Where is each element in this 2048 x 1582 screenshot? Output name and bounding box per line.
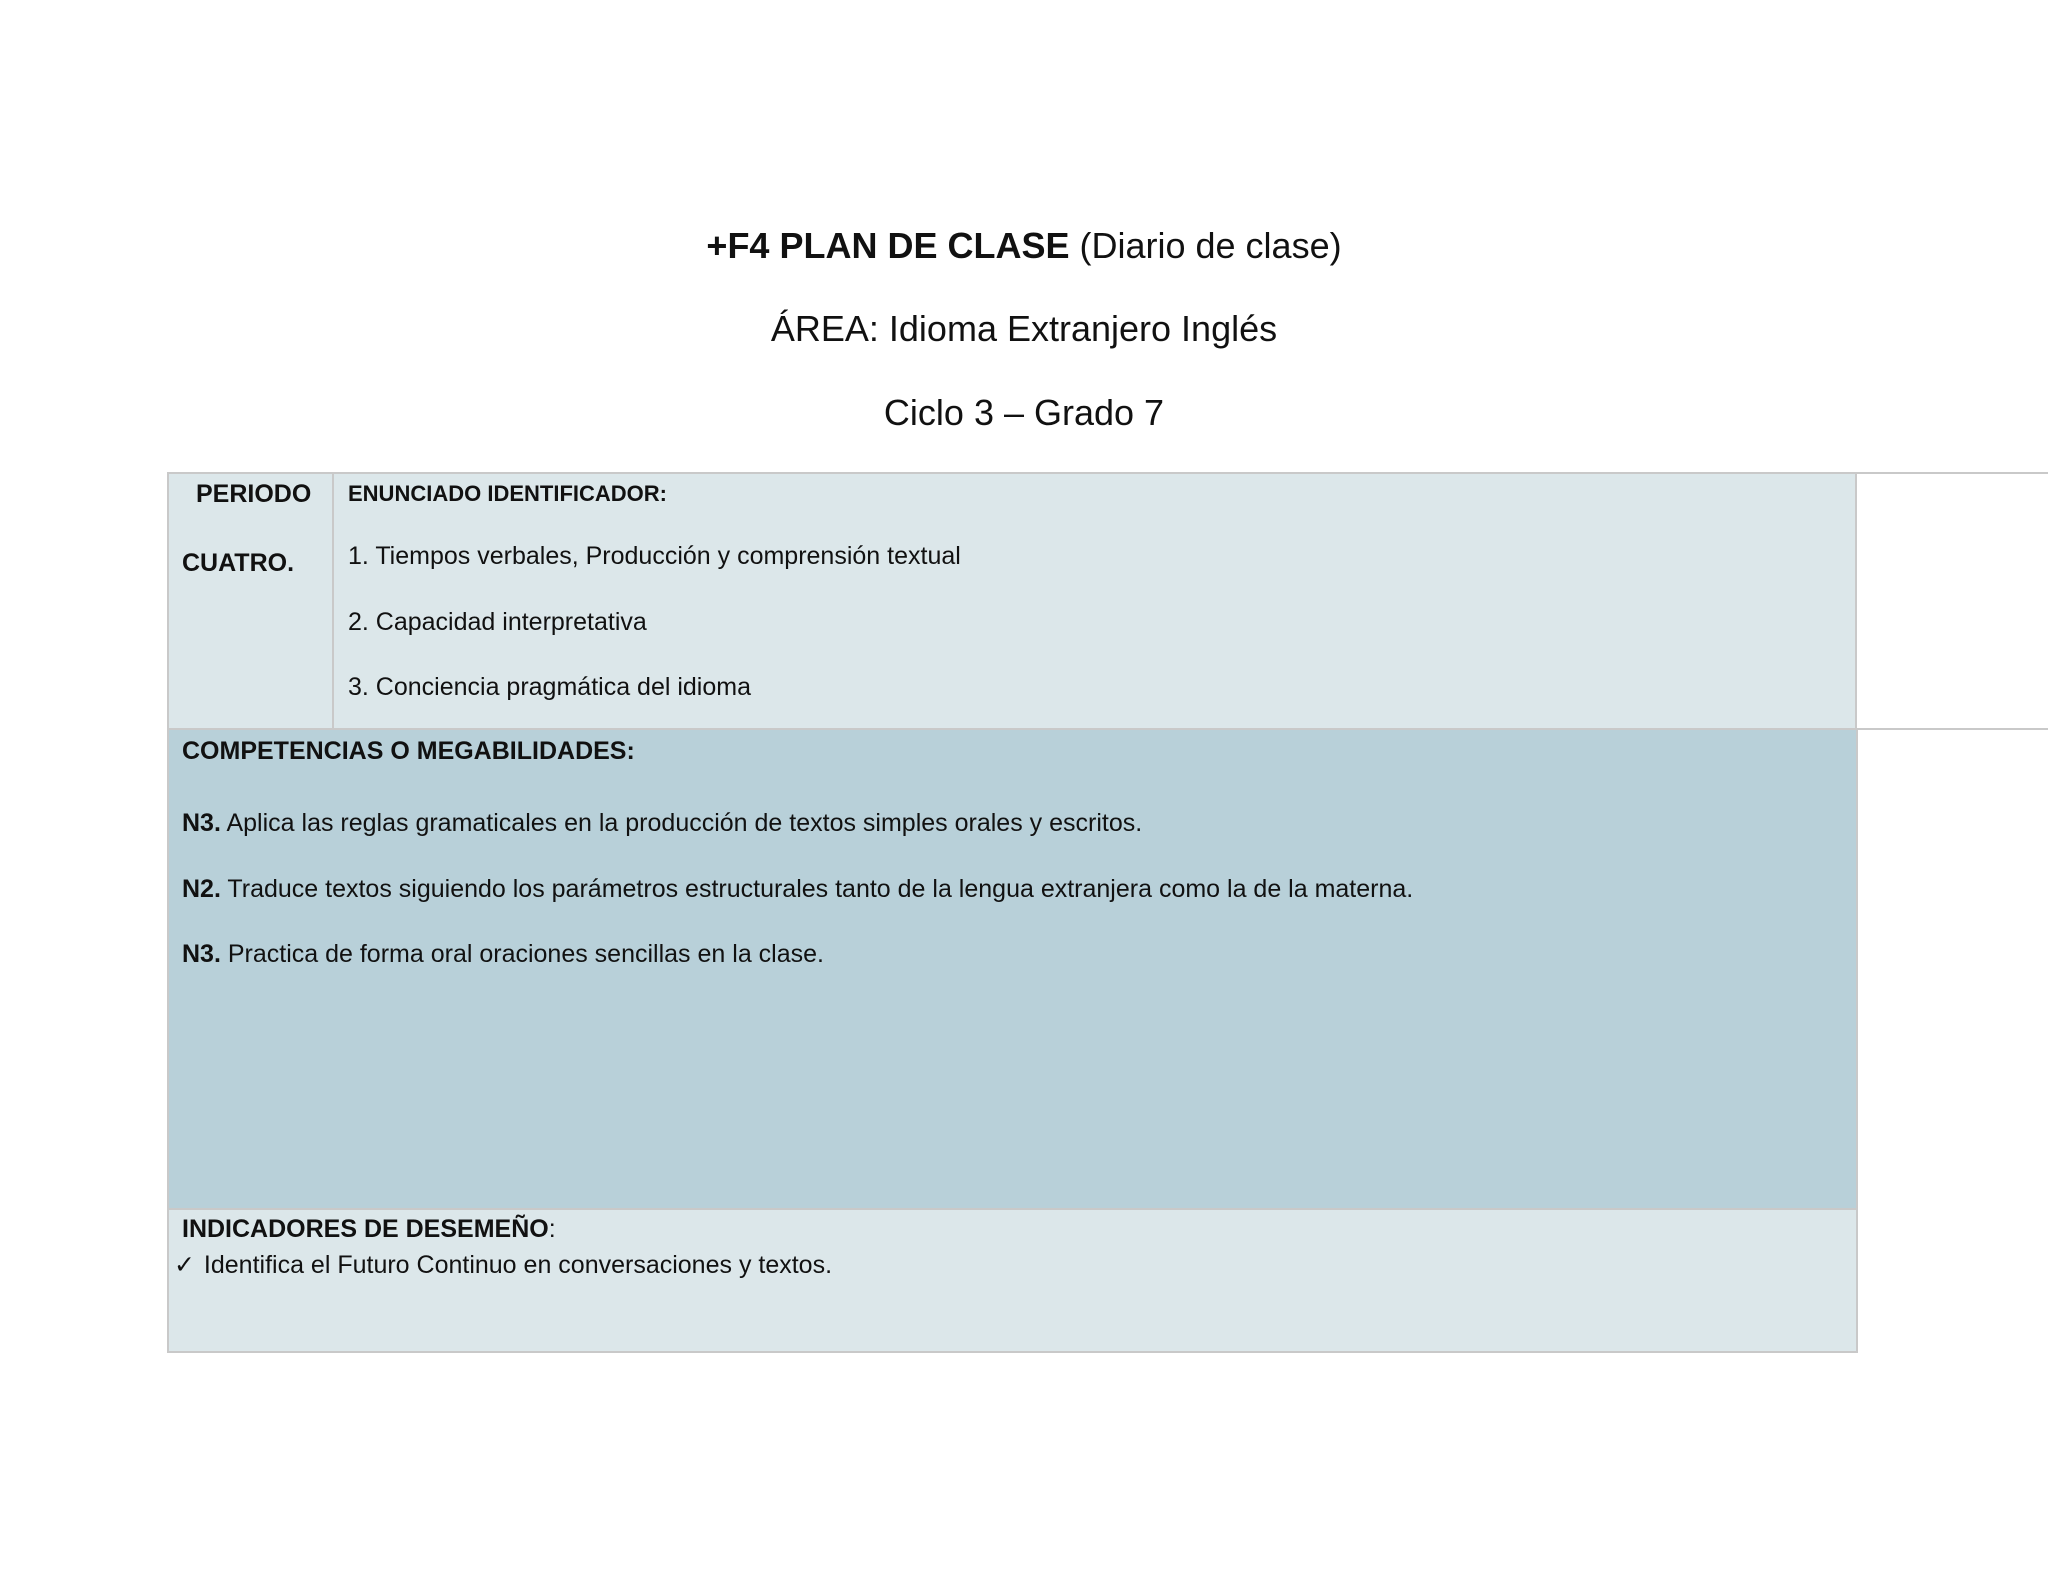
- enunciado-item: 1. Tiempos verbales, Producción y comprensión textual: [348, 542, 961, 570]
- indicadores-heading-text: INDICADORES DE DESEMEÑO: [182, 1215, 549, 1243]
- enunciado-item: 3. Conciencia pragmática del idioma: [348, 673, 751, 701]
- periodo-cell: [169, 474, 334, 728]
- competencia-code: N3.: [182, 809, 221, 837]
- indicador-text: Identifica el Futuro Continuo en conversaciones y textos.: [203, 1251, 833, 1279]
- enunciado-item: 2. Capacidad interpretativa: [348, 608, 647, 636]
- periodo-value: CUATRO.: [182, 549, 295, 577]
- area-line: ÁREA: Idioma Extranjero Inglés: [770, 308, 1278, 349]
- enunciado-row: [167, 472, 1857, 730]
- enunciado-heading: ENUNCIADO IDENTIFICADOR:: [348, 481, 667, 506]
- indicadores-heading: [182, 1214, 556, 1244]
- title-rest: (Diario de clase): [1069, 225, 1342, 266]
- competencia-code: N3.: [182, 940, 221, 968]
- competencias-row: [167, 728, 1858, 1210]
- competencia-item: [182, 939, 824, 969]
- indicadores-heading-suffix: :: [548, 1215, 556, 1243]
- title-bold: +F4 PLAN DE CLASE: [706, 225, 1070, 266]
- checkmark-icon: ✓: [174, 1251, 195, 1279]
- ciclo-line: Ciclo 3 – Grado 7: [883, 392, 1165, 433]
- table-extension: [1855, 472, 2048, 730]
- competencias-heading: COMPETENCIAS O MEGABILIDADES:: [182, 737, 635, 765]
- competencia-item: [182, 874, 1413, 904]
- indicador-item: [174, 1250, 832, 1280]
- competencia-code: N2.: [182, 875, 221, 903]
- competencia-item: [182, 808, 1142, 838]
- indicadores-row: [167, 1208, 1858, 1353]
- periodo-label: PERIODO: [196, 480, 312, 508]
- document-title: [0, 224, 2048, 268]
- competencia-text: Practica de forma oral oraciones sencillas en la clase.: [220, 940, 824, 968]
- competencia-text: Traduce textos siguiendo los parámetros estructurales tanto de la lengua extranjera como la de la materna.: [220, 875, 1414, 903]
- competencia-text: Aplica las reglas gramaticales en la producción de textos simples orales y escritos.: [220, 809, 1143, 837]
